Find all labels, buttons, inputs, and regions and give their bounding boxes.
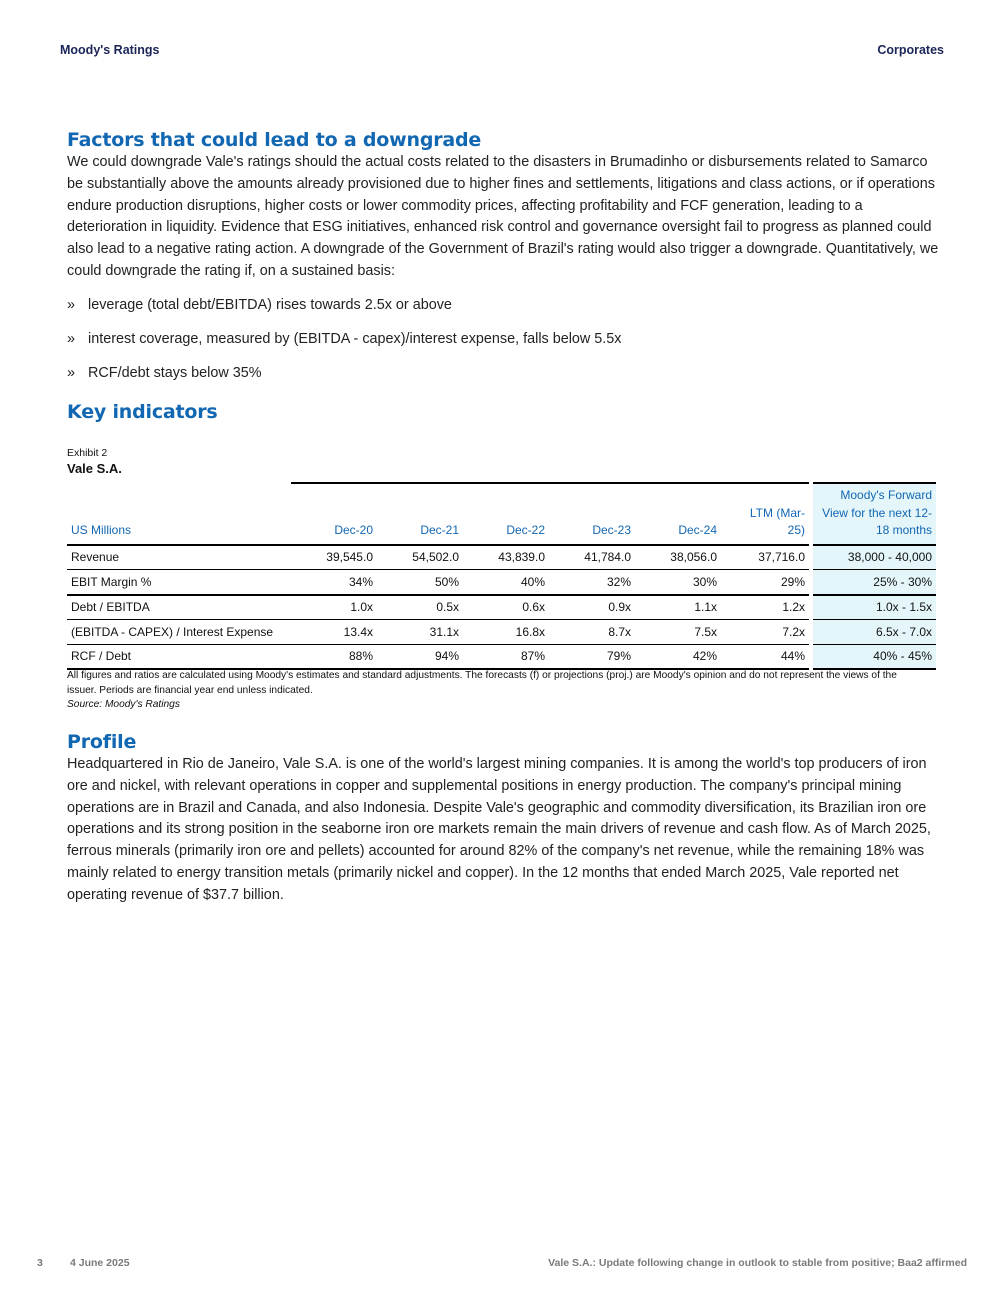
key-indicators-section [67,400,939,424]
column-header: Dec-22 [463,483,549,545]
table-row [67,644,936,669]
table-cell: 38,056.0 [635,545,721,570]
table-row [67,620,936,645]
header-section: Corporates [877,43,944,57]
table-cell: 39,545.0 [291,545,377,570]
table-row [67,595,936,620]
key-indicators-table [67,482,936,670]
table-cell: 50% [377,570,463,595]
table-header-row [67,483,936,545]
list-item [67,363,939,397]
bullet-text: RCF/debt stays below 35% [88,364,262,381]
bullet-mark: » [67,364,76,381]
table-cell-forward: 40% - 45% [811,644,936,669]
key-indicators-table-wrap [67,482,936,670]
column-header: Dec-23 [549,483,635,545]
table-cell: 54,502.0 [377,545,463,570]
list-item [67,329,939,363]
bullet-mark: » [67,296,76,313]
exhibit-label: Exhibit 2 [67,447,108,459]
footer-doc-title: Vale S.A.: Update following change in outlook to stable from positive; Baa2 affirmed [548,1257,967,1269]
exhibit-source: Source: Moody's Ratings [67,699,180,710]
bullet-mark: » [67,330,76,347]
table-cell: 41,784.0 [549,545,635,570]
profile-paragraph: Headquartered in Rio de Janeiro, Vale S.A. is one of the world's largest mining companies. It is among the world's top producers of iron ore and nickel, with relevant operations in copper and supplemental positions in energy production. The company's principal mining operations are in Brazil and Canada, and also Indonesia. Despite Vale's geographic and commodity diversification, its Brazilian iron ore operations and its strong position in the seaborne iron ore markets remain the main drivers of revenue and cash flow. As of March 2025, ferrous minerals (primarily iron ore and pellets) accounted for around 82% of the company's net revenue, while the remaining 18% was mainly related to energy transition metals (primarily nickel and copper). In the 12 months that ended March 2025, Vale reported net operating revenue of $37.7 billion. [67,756,931,903]
table-cell: 42% [635,644,721,669]
downgrade-section [67,128,939,397]
exhibit-block [67,447,939,476]
table-cell: 29% [721,570,811,595]
column-header: Dec-20 [291,483,377,545]
table-cell-forward: 1.0x - 1.5x [811,595,936,620]
column-header-forward-view: Moody's Forward View for the next 12-18 months [811,483,936,545]
table-cell: 8.7x [549,620,635,645]
table-cell: 79% [549,644,635,669]
table-cell: 94% [377,644,463,669]
column-header: Dec-24 [635,483,721,545]
exhibit-note: All figures and ratios are calculated using Moody's estimates and standard adjustments. The forecasts (f) or projections (proj.) are Moody's opinion and do not represent the views of the issuer. Periods are financial year end unless indicated. [67,670,897,696]
bullet-text: interest coverage, measured by (EBITDA - capex)/interest expense, falls below 5.5x [88,330,622,347]
table-cell: Debt / EBITDA [67,595,291,620]
downgrade-bullet-list [67,295,939,397]
header-brand: Moody's Ratings [60,43,160,57]
table-cell: 0.9x [549,595,635,620]
table-cell: 37,716.0 [721,545,811,570]
table-cell: 31.1x [377,620,463,645]
table-cell: 16.8x [463,620,549,645]
table-cell: 13.4x [291,620,377,645]
table-cell: 43,839.0 [463,545,549,570]
column-header: US Millions [67,483,291,545]
profile-section [67,730,939,907]
table-cell: 1.1x [635,595,721,620]
table-cell: 30% [635,570,721,595]
footer-date: 4 June 2025 [70,1257,130,1269]
downgrade-title: Factors that could lead to a downgrade [67,129,482,151]
column-header: Dec-21 [377,483,463,545]
table-cell-forward: 25% - 30% [811,570,936,595]
table-cell: 0.5x [377,595,463,620]
table-cell: 7.5x [635,620,721,645]
downgrade-paragraph: We could downgrade Vale's ratings should the actual costs related to the disasters in Brumadinho or disbursements related to Samarco be substantially above the amounts already provisioned due to higher fines and settlements, litigations and class actions, or if operations endure production disruptions, higher costs or lower commodity prices, affecting profitability and FCF generation, leading to a deterioration in liquidity. Evidence that ESG initiatives, enhanced risk control and governance oversight fail to progress as planned could also lead to a negative rating action. A downgrade of the Government of Brazil's rating would also trigger a downgrade. Quantitatively, we could downgrade the rating if, on a sustained basis: [67,154,939,279]
table-cell: 1.2x [721,595,811,620]
exhibit-title: Vale S.A. [67,461,122,476]
table-cell: 87% [463,644,549,669]
table-cell-forward: 6.5x - 7.0x [811,620,936,645]
table-row [67,570,936,595]
table-cell: EBIT Margin % [67,570,291,595]
list-item [67,295,939,329]
table-cell: 0.6x [463,595,549,620]
table-cell-forward: 38,000 - 40,000 [811,545,936,570]
table-cell: 34% [291,570,377,595]
footer-page-number: 3 [37,1257,43,1269]
table-cell: 40% [463,570,549,595]
bullet-text: leverage (total debt/EBITDA) rises towards 2.5x or above [88,296,452,313]
table-cell: (EBITDA - CAPEX) / Interest Expense [67,620,291,645]
table-cell: 1.0x [291,595,377,620]
column-header: LTM (Mar-25) [721,483,811,545]
table-cell: Revenue [67,545,291,570]
table-cell: 88% [291,644,377,669]
table-cell: RCF / Debt [67,644,291,669]
key-indicators-title: Key indicators [67,401,218,423]
table-cell: 7.2x [721,620,811,645]
table-row [67,545,936,570]
exhibit-notes [67,669,929,712]
table-cell: 32% [549,570,635,595]
table-cell: 44% [721,644,811,669]
profile-title: Profile [67,731,137,753]
